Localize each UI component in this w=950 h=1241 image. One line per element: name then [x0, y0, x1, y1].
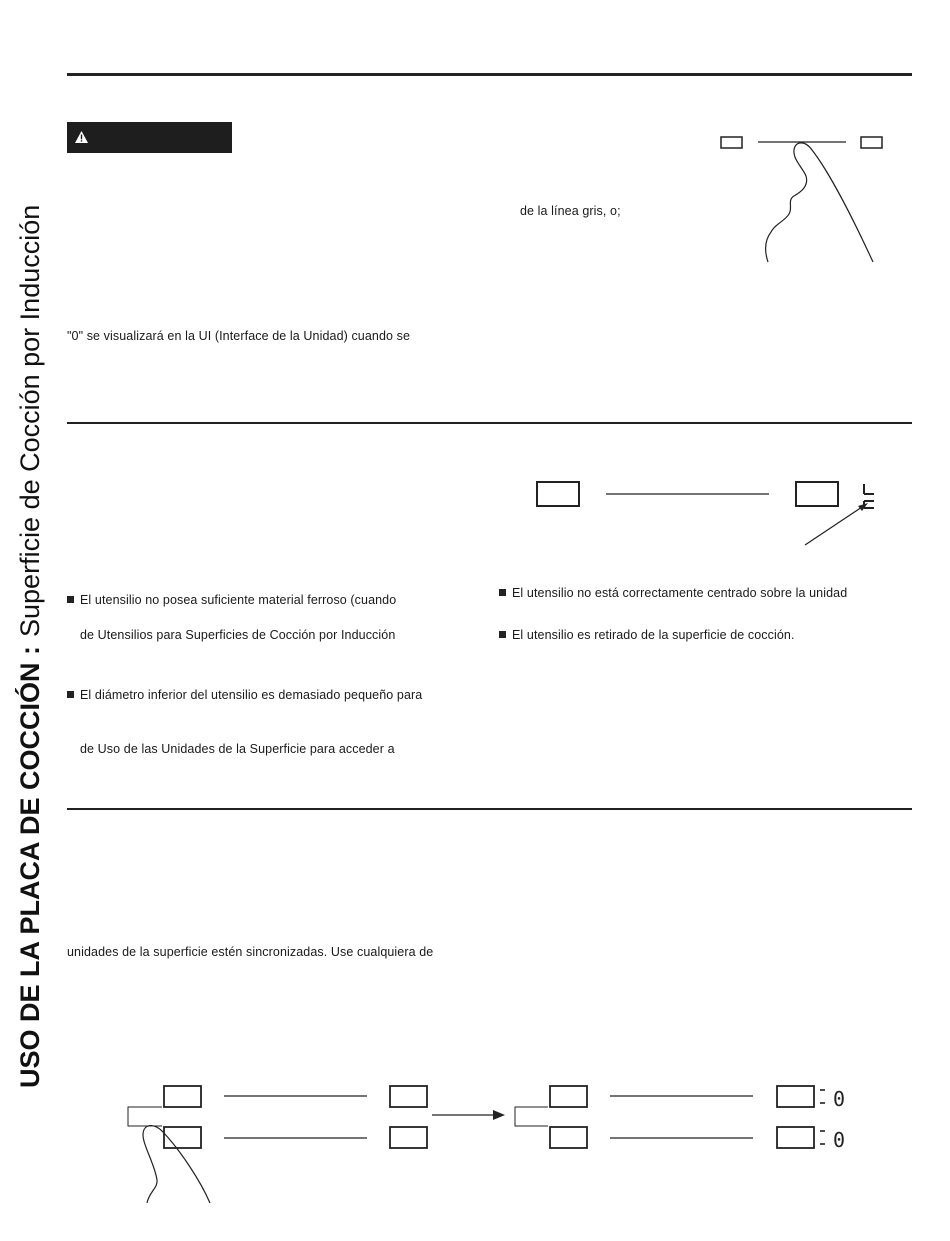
gray-line-text: de la línea gris, o;: [520, 204, 621, 218]
control-pad-bottom-left-synced: [550, 1127, 587, 1148]
slide-control-illustration: [715, 128, 895, 268]
control-pad-top-left-synced: [550, 1086, 587, 1107]
side-title-regular: Superficie de Cocción por Inducción: [14, 204, 45, 637]
bullet-not-centered: El utensilio no está correctamente centrado sobre la unidad: [499, 586, 847, 600]
display-colon-bottom: [820, 1131, 825, 1144]
pointer-arrow-line: [805, 505, 865, 545]
warning-icon: [75, 131, 88, 143]
bullet-icon: [67, 691, 74, 698]
bullet-diameter: El diámetro inferior del utensilio es demasiado pequeño para: [67, 688, 422, 702]
section-divider-middle: [67, 422, 912, 424]
control-pad-top-right: [390, 1086, 427, 1107]
control-pad-right: [861, 137, 882, 148]
side-title-bold: USO DE LA PLACA DE COCCIÓN :: [14, 645, 45, 1088]
bullet-ferrous-material: El utensilio no posea suficiente material ferroso (cuando: [67, 593, 396, 607]
display-value-bottom: 0: [833, 1128, 846, 1152]
display-colon-top: [820, 1090, 825, 1103]
control-pad-bottom-right-synced: [777, 1127, 814, 1148]
bullet-icon: [499, 589, 506, 596]
control-pad-top-right-synced: [777, 1086, 814, 1107]
sync-bracket-left: [128, 1107, 162, 1126]
display-value-top: 0: [833, 1087, 846, 1111]
control-pad-bottom-left: [164, 1127, 201, 1148]
ui-display-text: "0" se visualizará en la UI (Interface de la Unidad) cuando se: [67, 329, 411, 343]
bullet-removed: El utensilio es retirado de la superficie de cocción.: [499, 628, 795, 642]
control-pad-bottom-right: [390, 1127, 427, 1148]
sync-bracket-right: [515, 1107, 548, 1126]
finger-icon: [766, 143, 873, 262]
control-pad-right: [796, 482, 838, 506]
section-divider-top: [67, 73, 912, 76]
control-pad-top-left: [164, 1086, 201, 1107]
sync-illustration: [125, 1080, 865, 1210]
diameter-continuation: de Uso de las Unidades de la Superficie para acceder a: [80, 742, 395, 756]
bullet-icon: [499, 631, 506, 638]
section-divider-bottom: [67, 808, 912, 810]
control-pad-left: [537, 482, 579, 506]
side-section-title: [0, 0, 60, 1100]
transition-arrow-icon: [493, 1110, 505, 1120]
warning-banner: [67, 122, 232, 153]
bullet-icon: [67, 596, 74, 603]
control-pad-left: [721, 137, 742, 148]
ferrous-continuation: de Utensilios para Superficies de Cocción por Inducción: [80, 628, 396, 642]
finger-icon: [143, 1126, 210, 1203]
lc-display-illustration: [535, 478, 885, 550]
sync-text: unidades de la superficie estén sincronizadas. Use cualquiera de: [67, 945, 434, 959]
